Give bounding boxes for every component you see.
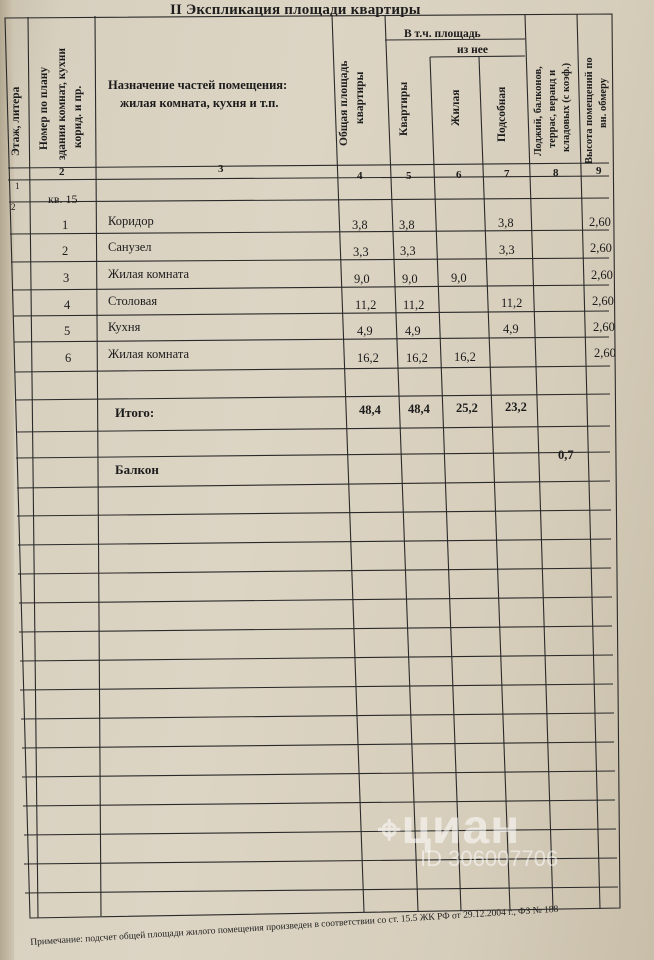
room-flat: 3,8 bbox=[399, 218, 415, 232]
room-number: 6 bbox=[65, 351, 72, 365]
room-name: Жилая комната bbox=[108, 347, 189, 361]
totals-aux: 23,2 bbox=[505, 400, 527, 414]
room-name: Жилая комната bbox=[108, 267, 189, 281]
room-height: 2,60 bbox=[592, 294, 614, 308]
room-total: 4,9 bbox=[357, 324, 373, 338]
room-number: 3 bbox=[63, 271, 70, 285]
header-loggia-3: кладовых (с коэф.) bbox=[561, 62, 572, 152]
totals-flat: 48,4 bbox=[408, 402, 430, 416]
totals-living: 25,2 bbox=[456, 401, 478, 415]
room-aux: 3,8 bbox=[498, 216, 514, 230]
room-height: 2,60 bbox=[593, 320, 615, 334]
watermark-logo-icon: ⌖ bbox=[378, 808, 402, 852]
header-height-1: Высота помещений по bbox=[584, 57, 595, 164]
room-flat: 4,9 bbox=[405, 324, 421, 338]
header-room-number-3: корид. и пр. bbox=[72, 85, 84, 148]
header-height-2: вн. обмеру bbox=[598, 77, 609, 128]
room-aux: 4,9 bbox=[503, 322, 519, 336]
side-number-2: 2 bbox=[11, 202, 16, 212]
room-height: 2,60 bbox=[591, 268, 613, 282]
col-number-8: 8 bbox=[553, 167, 559, 179]
room-height: 2,60 bbox=[594, 346, 616, 360]
totals-total: 48,4 bbox=[359, 403, 381, 417]
room-aux: 3,3 bbox=[499, 243, 515, 257]
room-height: 2,60 bbox=[590, 241, 612, 255]
document-title: II Экспликация площади квартиры bbox=[170, 2, 421, 18]
col-number-5: 5 bbox=[406, 170, 412, 182]
room-flat: 11,2 bbox=[403, 298, 425, 312]
col-number-7: 7 bbox=[504, 168, 510, 180]
room-number: 2 bbox=[62, 244, 69, 258]
room-number: 1 bbox=[62, 218, 69, 232]
header-floor: Этаж, литера bbox=[10, 86, 22, 156]
header-group: В т.ч. площадь bbox=[404, 28, 481, 40]
room-living: 16,2 bbox=[454, 350, 476, 364]
room-height: 2,60 bbox=[589, 215, 611, 229]
footnote: Примечание: подсчет общей площади жилого помещения произведен в соответствии со ст. 15.5 ЖК РФ от 29.12.2004 г., ФЗ № 188 bbox=[30, 904, 559, 948]
header-loggia-2: террас, веранд и bbox=[547, 69, 558, 148]
header-aux: Подсобная bbox=[496, 86, 508, 142]
totals-label: Итого: bbox=[115, 405, 155, 420]
room-living: 9,0 bbox=[451, 271, 467, 285]
room-name: Столовая bbox=[108, 294, 158, 308]
col-number-9: 9 bbox=[596, 165, 602, 177]
col-number-6: 6 bbox=[456, 169, 462, 181]
room-total: 11,2 bbox=[355, 298, 377, 312]
header-room-number-2: здания комнат, кухни bbox=[56, 48, 68, 160]
apartment-number: кв. 15 bbox=[48, 192, 78, 206]
balcony-value: 0,7 bbox=[558, 448, 574, 462]
room-number: 5 bbox=[64, 324, 71, 338]
room-total: 16,2 bbox=[357, 351, 379, 365]
header-living: Жилая bbox=[450, 89, 462, 126]
room-flat: 16,2 bbox=[406, 351, 428, 365]
header-loggia-1: Лоджий, балконов, bbox=[533, 66, 544, 156]
watermark-id: ID 306007706 bbox=[420, 846, 559, 871]
room-total: 3,3 bbox=[353, 245, 369, 259]
header-purpose-2: жилая комната, кухня и т.п. bbox=[120, 96, 279, 110]
room-number: 4 bbox=[64, 298, 71, 312]
room-name: Коридор bbox=[108, 214, 154, 228]
header-purpose-1: Назначение частей помещения: bbox=[108, 78, 288, 92]
header-total-1: Общая площадь bbox=[338, 60, 350, 146]
room-flat: 9,0 bbox=[402, 272, 418, 286]
room-name: Кухня bbox=[108, 320, 141, 334]
header-subgroup: из нее bbox=[457, 44, 488, 56]
watermark-brand: ⌖циан bbox=[378, 801, 521, 854]
col-number-2: 2 bbox=[59, 166, 65, 178]
room-aux: 11,2 bbox=[501, 296, 523, 310]
col-number-3: 3 bbox=[218, 163, 224, 175]
header-flat: Квартиры bbox=[398, 81, 410, 136]
balcony-label: Балкон bbox=[115, 462, 159, 477]
room-total: 3,8 bbox=[352, 218, 368, 232]
room-name: Санузел bbox=[108, 240, 152, 254]
header-total-2: квартиры bbox=[354, 71, 366, 124]
col-number-4: 4 bbox=[357, 170, 363, 182]
side-number-1: 1 bbox=[15, 181, 20, 191]
room-flat: 3,3 bbox=[400, 244, 416, 258]
room-total: 9,0 bbox=[354, 272, 370, 286]
header-room-number-1: Номер по плану bbox=[38, 66, 50, 150]
